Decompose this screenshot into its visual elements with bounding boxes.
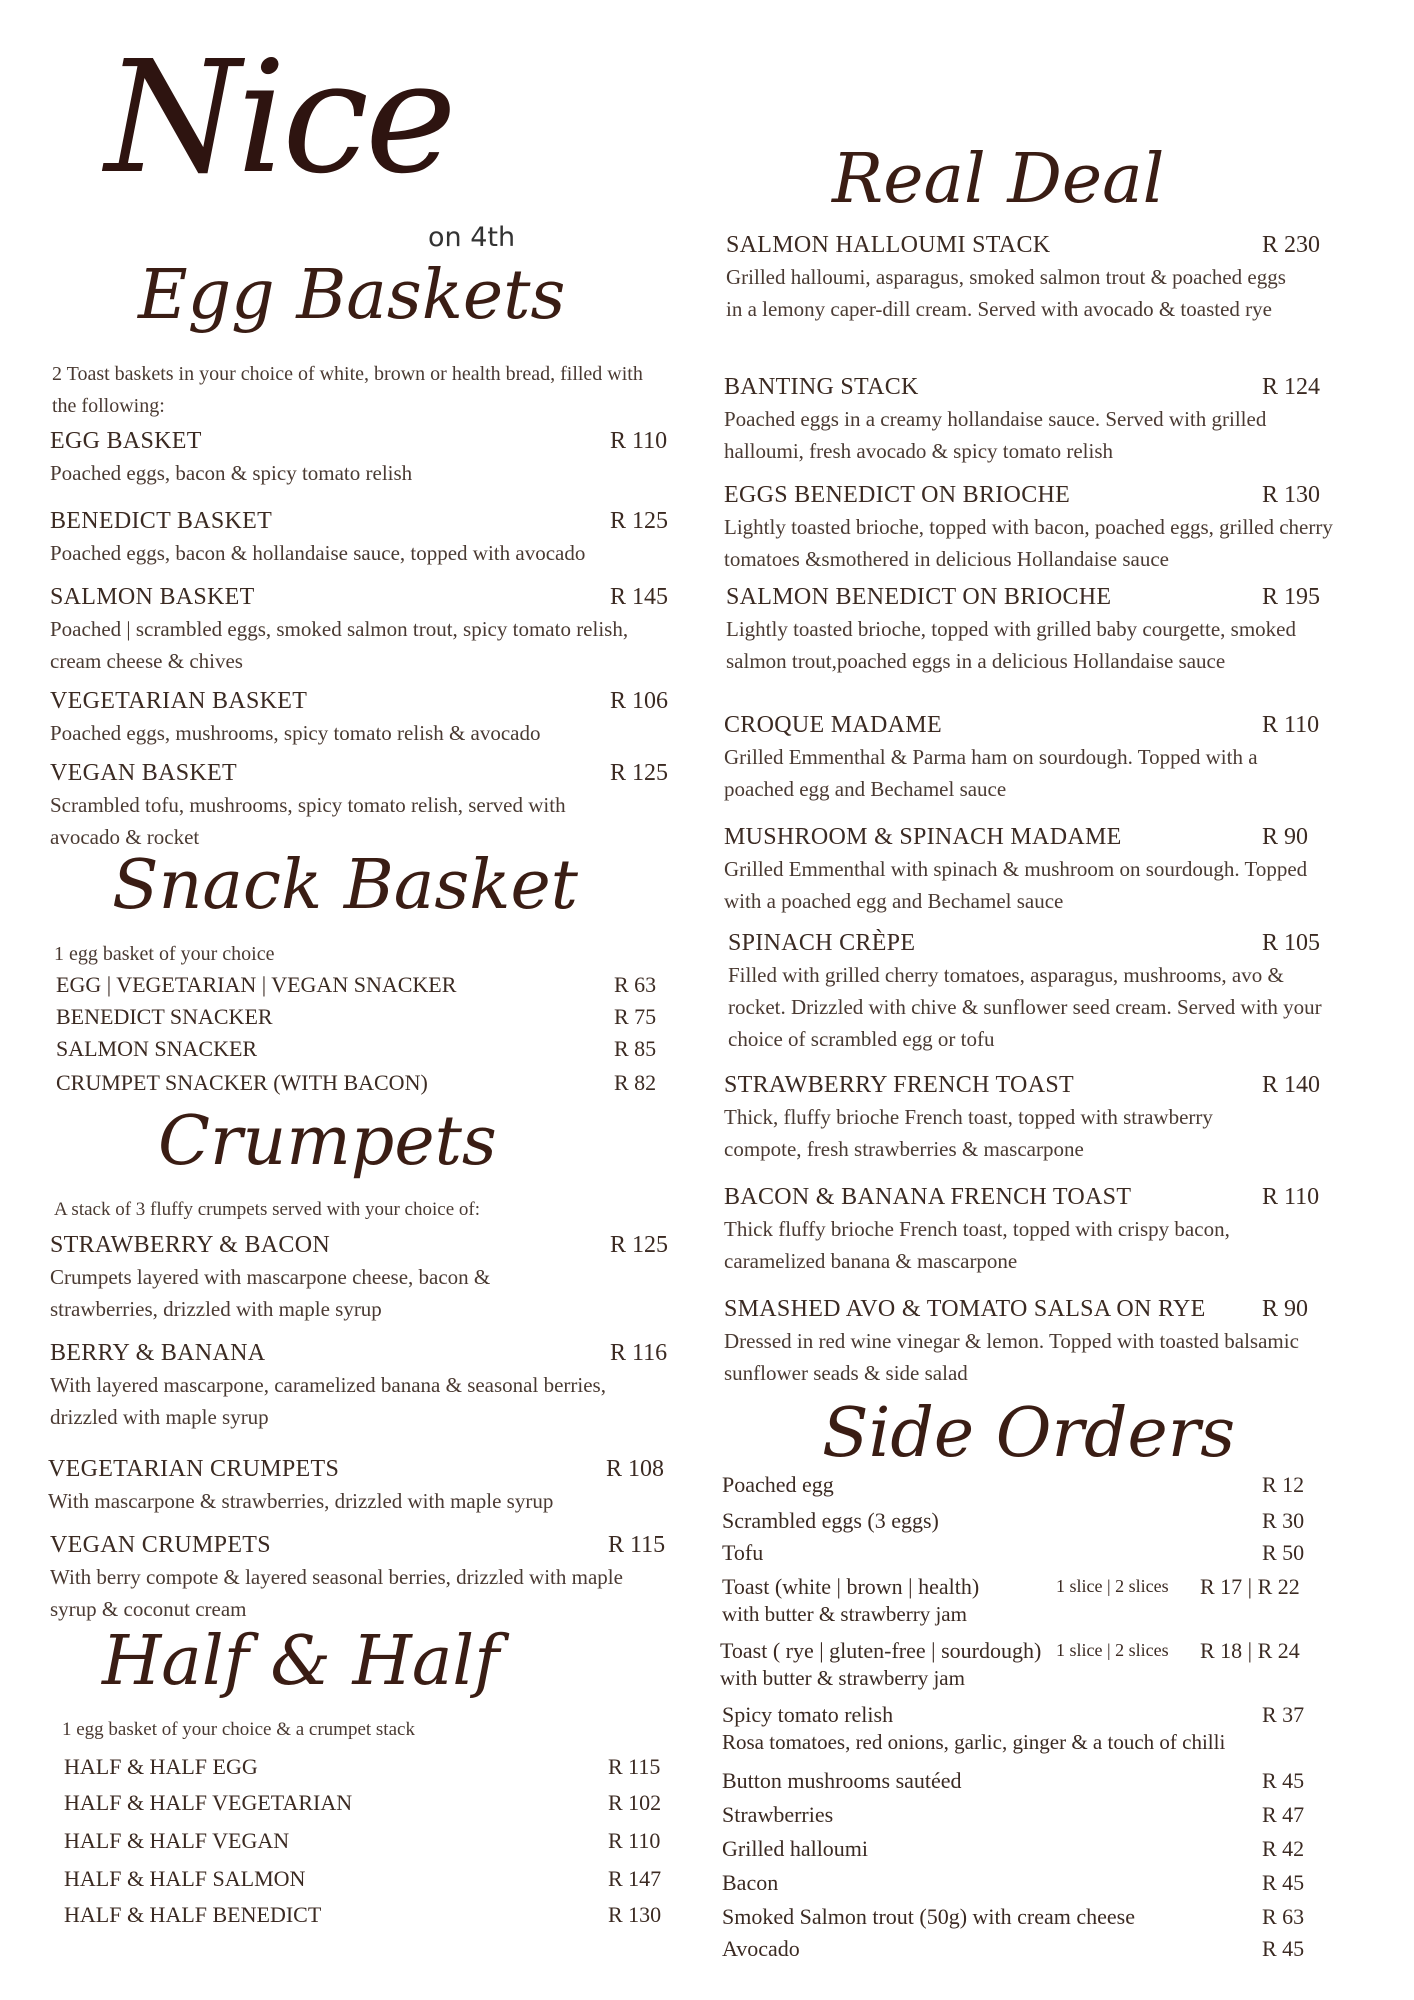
item-price: R 125 — [610, 508, 669, 534]
item-name: Strawberries — [722, 1802, 834, 1827]
item-description: Thick, fluffy brioche French toast, topped with strawberry compote, fresh strawberries & mascarpone — [724, 1105, 1213, 1161]
menu-item — [50, 584, 672, 677]
snack-basket-title: Snack Basket — [112, 846, 579, 925]
item-name: SALMON BENEDICT ON BRIOCHE — [726, 584, 1112, 610]
menu-item — [726, 232, 1346, 325]
menu-item — [720, 1638, 1340, 1692]
item-description: Poached eggs, bacon & hollandaise sauce, topped with avocado — [50, 541, 586, 565]
item-description: Grilled halloumi, asparagus, smoked salmon trout & poached eggs in a lemony caper-dill cream. Served with avocado & toasted rye — [726, 265, 1286, 321]
menu-item — [722, 1574, 1342, 1628]
item-price: R 45 — [1262, 1870, 1305, 1895]
item-name: Toast (white | brown | health) — [722, 1574, 980, 1599]
item-name: BANTING STACK — [724, 374, 919, 400]
menu-item — [722, 1936, 1342, 1962]
crumpets-note: A stack of 3 fluffy crumpets served with your choice of: — [54, 1199, 480, 1220]
item-name: EGG | VEGETARIAN | VEGAN SNACKER — [56, 972, 457, 997]
item-price: R 105 — [1262, 930, 1321, 956]
item-name: BENEDICT SNACKER — [56, 1004, 273, 1029]
item-name: EGGS BENEDICT ON BRIOCHE — [724, 482, 1071, 508]
item-price: R 130 — [608, 1902, 662, 1927]
half-half-title: Half & Half — [102, 1622, 500, 1701]
item-name: EGG BASKET — [50, 428, 202, 454]
egg-baskets-note: 2 Toast baskets in your choice of white, brown or health bread, filled with the following: — [52, 363, 643, 417]
menu-item — [724, 1072, 1344, 1165]
menu-item — [50, 1532, 672, 1625]
item-name: BACON & BANANA FRENCH TOAST — [724, 1184, 1132, 1210]
menu-item — [722, 1508, 1342, 1534]
item-price: R 110 — [608, 1828, 661, 1853]
menu-item — [722, 1540, 1342, 1566]
item-name: Spicy tomato relish — [722, 1702, 894, 1727]
menu-item — [50, 508, 672, 569]
item-description: with butter & strawberry jam — [722, 1602, 967, 1626]
menu-item — [50, 1340, 672, 1433]
item-description: Poached eggs in a creamy hollandaise sauce. Served with grilled halloumi, fresh avocado & spicy tomato relish — [724, 407, 1267, 463]
item-name: SALMON HALLOUMI STACK — [726, 232, 1051, 258]
item-price: R 37 — [1262, 1702, 1305, 1727]
item-name: BERRY & BANANA — [50, 1340, 266, 1366]
menu-item — [724, 712, 1344, 805]
menu-item — [50, 688, 672, 749]
right-column — [722, 0, 1342, 2000]
item-name: VEGAN CRUMPETS — [50, 1532, 271, 1558]
item-price: R 30 — [1262, 1508, 1305, 1533]
item-price: R 140 — [1262, 1072, 1321, 1098]
item-name: VEGETARIAN CRUMPETS — [48, 1456, 340, 1482]
item-price: R 45 — [1262, 1768, 1305, 1793]
item-description: Lightly toasted brioche, topped with bacon, poached eggs, grilled cherry tomatoes &smothered in delicious Hollandaise sauce — [724, 515, 1333, 571]
menu-item — [724, 374, 1344, 467]
menu-item — [722, 1802, 1342, 1828]
item-name: SMASHED AVO & TOMATO SALSA ON RYE — [724, 1296, 1206, 1322]
item-price: R 90 — [1262, 824, 1309, 850]
menu-item — [64, 1866, 686, 1892]
item-description: Dressed in red wine vinegar & lemon. Topped with toasted balsamic sunflower seads & side salad — [724, 1329, 1299, 1385]
item-name: Tofu — [722, 1540, 764, 1565]
item-price: R 50 — [1262, 1540, 1305, 1565]
item-name: BENEDICT BASKET — [50, 508, 273, 534]
item-price: R 110 — [1262, 712, 1320, 738]
item-price: R 12 — [1262, 1472, 1305, 1497]
menu-item — [64, 1754, 686, 1780]
crumpets-title: Crumpets — [158, 1102, 497, 1181]
item-price: R 18 | R 24 — [1200, 1638, 1300, 1663]
item-name: VEGETARIAN BASKET — [50, 688, 308, 714]
item-name: CRUMPET SNACKER (WITH BACON) — [56, 1070, 428, 1095]
item-price: R 82 — [614, 1070, 657, 1095]
menu-item — [56, 1004, 678, 1030]
item-price: R 124 — [1262, 374, 1321, 400]
item-price: R 75 — [614, 1004, 657, 1029]
item-name: Poached egg — [722, 1472, 834, 1497]
half-half-note: 1 egg basket of your choice & a crumpet stack — [62, 1719, 415, 1740]
item-name: Grilled halloumi — [722, 1836, 869, 1861]
item-price: R 130 — [1262, 482, 1321, 508]
item-name: Scrambled eggs (3 eggs) — [722, 1508, 939, 1533]
menu-item — [724, 482, 1344, 575]
item-name: Bacon — [722, 1870, 779, 1895]
menu-item — [64, 1790, 686, 1816]
side-orders-title: Side Orders — [822, 1394, 1236, 1473]
item-description: Poached eggs, mushrooms, spicy tomato relish & avocado — [50, 721, 541, 745]
item-description: Filled with grilled cherry tomatoes, asparagus, mushrooms, avo & rocket. Drizzled with chive & sunflower seed cream. Served with your choice of scrambled egg or tofu — [728, 963, 1322, 1051]
item-name: Avocado — [722, 1936, 800, 1961]
item-price: R 115 — [608, 1532, 666, 1558]
item-description: Poached | scrambled eggs, smoked salmon trout, spicy tomato relish, cream cheese & chives — [50, 617, 629, 673]
item-description: Crumpets layered with mascarpone cheese, bacon & strawberries, drizzled with maple syrup — [50, 1265, 491, 1321]
menu-item — [722, 1904, 1342, 1930]
item-description: Grilled Emmenthal & Parma ham on sourdough. Topped with a poached egg and Bechamel sauce — [724, 745, 1258, 801]
menu-item — [728, 930, 1348, 1055]
item-name: CROQUE MADAME — [724, 712, 942, 738]
item-price: R 115 — [608, 1754, 661, 1779]
menu-item — [724, 1184, 1344, 1277]
item-description: Rosa tomatoes, red onions, garlic, ginger & a touch of chilli — [722, 1730, 1226, 1754]
item-name: SALMON SNACKER — [56, 1036, 258, 1061]
item-name: Button mushrooms sautéed — [722, 1768, 962, 1793]
menu-item — [722, 1472, 1342, 1498]
item-price: R 147 — [608, 1866, 662, 1891]
item-description: Poached eggs, bacon & spicy tomato relish — [50, 461, 413, 485]
item-price: R 230 — [1262, 232, 1321, 258]
item-price: R 45 — [1262, 1936, 1305, 1961]
item-name: HALF & HALF VEGAN — [64, 1828, 290, 1853]
item-price: R 125 — [610, 1232, 669, 1258]
menu-item — [50, 760, 672, 853]
item-name: HALF & HALF BENEDICT — [64, 1902, 322, 1927]
menu-item — [722, 1702, 1342, 1756]
item-name: HALF & HALF EGG — [64, 1754, 258, 1779]
menu-item — [56, 1036, 678, 1062]
item-price: R 125 — [610, 760, 669, 786]
menu-item — [48, 1456, 670, 1517]
item-name: Toast ( rye | gluten-free | sourdough) — [720, 1638, 1042, 1663]
menu-item — [726, 584, 1346, 677]
item-price: R 17 | R 22 — [1200, 1574, 1300, 1599]
item-price: R 63 — [1262, 1904, 1305, 1929]
item-price: R 110 — [1262, 1184, 1320, 1210]
logo-subtitle: on 4th — [428, 222, 516, 253]
item-price: R 116 — [610, 1340, 668, 1366]
item-name: SALMON BASKET — [50, 584, 255, 610]
menu-item — [56, 1070, 678, 1096]
item-description: Scrambled tofu, mushrooms, spicy tomato relish, served with avocado & rocket — [50, 793, 566, 849]
item-description: With berry compote & layered seasonal berries, drizzled with maple syrup & coconut cream — [50, 1565, 623, 1621]
snack-basket-note: 1 egg basket of your choice — [54, 943, 275, 965]
item-price: R 47 — [1262, 1802, 1305, 1827]
item-price: R 145 — [610, 584, 669, 610]
logo-wordmark: Nice — [105, 27, 453, 208]
item-price: R 42 — [1262, 1836, 1305, 1861]
menu-item — [64, 1902, 686, 1928]
item-name: HALF & HALF VEGETARIAN — [64, 1790, 353, 1815]
menu-item — [724, 1296, 1344, 1389]
real-deal-title: Real Deal — [832, 140, 1165, 219]
item-price: R 102 — [608, 1790, 662, 1815]
item-price: R 108 — [606, 1456, 665, 1482]
item-name: SPINACH CRÈPE — [728, 930, 916, 956]
item-price: R 85 — [614, 1036, 657, 1061]
item-description: with butter & strawberry jam — [720, 1666, 965, 1690]
left-column — [50, 0, 672, 2000]
item-price: R 63 — [614, 972, 657, 997]
item-name: Smoked Salmon trout (50g) with cream cheese — [722, 1904, 1136, 1929]
item-description: With mascarpone & strawberries, drizzled with maple syrup — [48, 1489, 554, 1513]
item-name: STRAWBERRY FRENCH TOAST — [724, 1072, 1074, 1098]
menu-item — [64, 1828, 686, 1854]
item-description: Grilled Emmenthal with spinach & mushroom on sourdough. Topped with a poached egg and Bechamel sauce — [724, 857, 1308, 913]
menu-item — [50, 1232, 672, 1325]
egg-baskets-title: Egg Baskets — [138, 256, 566, 335]
menu-item — [722, 1768, 1342, 1794]
item-price: R 195 — [1262, 584, 1321, 610]
item-name: HALF & HALF SALMON — [64, 1866, 306, 1891]
item-options: 1 slice | 2 slices — [1056, 1576, 1169, 1596]
menu-item — [722, 1870, 1342, 1896]
item-price: R 106 — [610, 688, 669, 714]
item-description: Lightly toasted brioche, topped with grilled baby courgette, smoked salmon trout,poached eggs in a delicious Hollandaise sauce — [726, 617, 1296, 673]
item-price: R 90 — [1262, 1296, 1309, 1322]
menu-item — [56, 972, 678, 998]
item-name: MUSHROOM & SPINACH MADAME — [724, 824, 1122, 850]
menu-item — [50, 428, 672, 489]
item-options: 1 slice | 2 slices — [1056, 1640, 1169, 1660]
item-description: Thick fluffy brioche French toast, topped with crispy bacon, caramelized banana & mascarpone — [724, 1217, 1230, 1273]
item-description: With layered mascarpone, caramelized banana & seasonal berries, drizzled with maple syrup — [50, 1373, 606, 1429]
item-name: VEGAN BASKET — [50, 760, 237, 786]
item-name: STRAWBERRY & BACON — [50, 1232, 330, 1258]
menu-item — [724, 824, 1344, 917]
item-price: R 110 — [610, 428, 668, 454]
menu-item — [722, 1836, 1342, 1862]
